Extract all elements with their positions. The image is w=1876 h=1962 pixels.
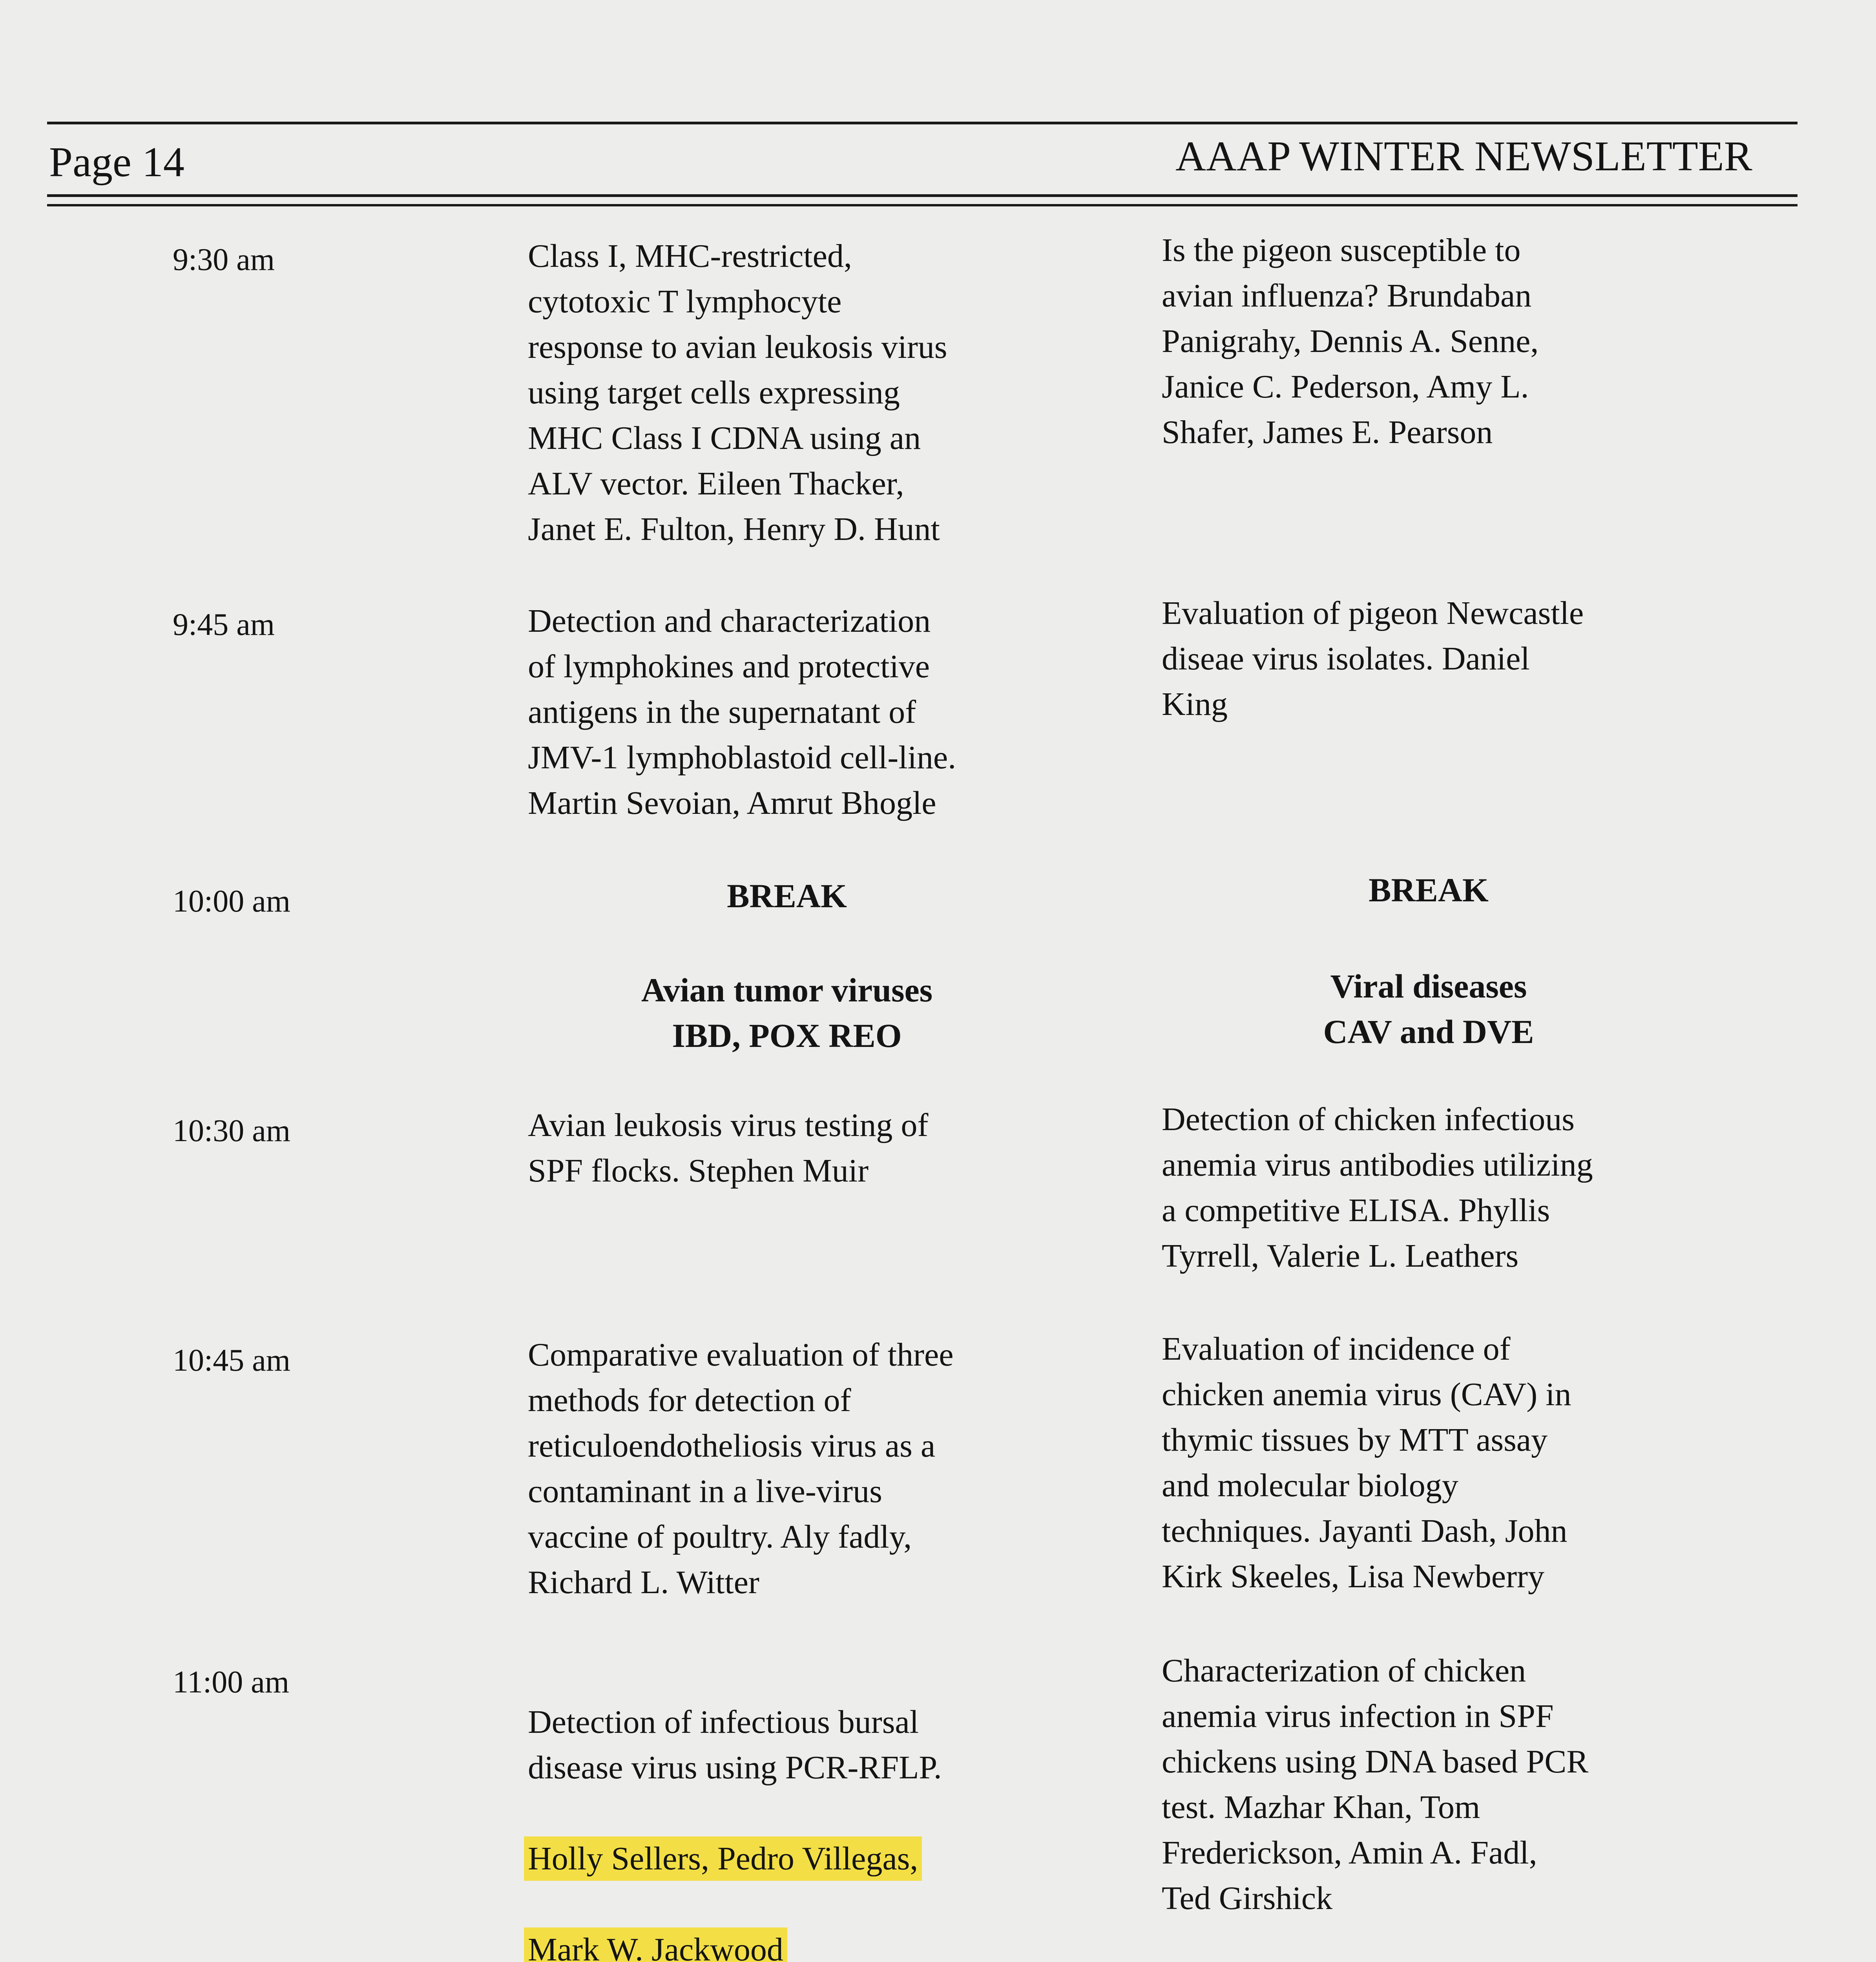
abstract-entry: Detection of chicken infectious anemia virus antibodies utilizing a competitive ELISA. Phyllis Tyrrell, Valerie L. Leathers (1162, 1101, 1593, 1274)
abstract-authors (528, 1836, 1069, 1882)
header-bottom-rule-1 (47, 194, 1798, 197)
abstract-entry: Detection and characterization of lymphokines and protective antigens in the supernatant of JMV-1 lymphoblastoid cell-line. Martin Sevoian, Amrut Bhogle (528, 603, 956, 821)
time-slot: 10:00 am (173, 884, 290, 919)
time-slot: 10:30 am (173, 1114, 290, 1148)
header-bottom-rule-2 (47, 204, 1798, 206)
abstract-entry: Characterization of chicken anemia virus infection in SPF chickens using DNA based PCR test. Mazhar Khan, Tom Frederickson, Amin A. Fadl, Ted Girshick (1162, 1652, 1589, 1916)
abstract-entry: Avian leukosis virus testing of SPF flocks. Stephen Muir (528, 1107, 929, 1189)
session-heading: Viral diseases CAV and DVE (1323, 967, 1534, 1050)
session-heading: Avian tumor viruses IBD, POX REO (641, 971, 933, 1054)
abstract-authors (528, 1927, 1069, 1962)
time-slot: 9:45 am (173, 607, 275, 642)
time-slot: 10:45 am (173, 1343, 290, 1378)
abstract-title: Detection of infectious bursal disease virus using PCR-RFLP. (528, 1704, 942, 1786)
break-heading: BREAK (1369, 871, 1489, 909)
time-slot: 11:00 am (173, 1665, 289, 1699)
abstract-entry: Is the pigeon susceptible to avian influenza? Brundaban Panigrahy, Dennis A. Senne, Janice C. Pederson, Amy L. Shafer, James E. Pearson (1162, 232, 1539, 450)
header-top-rule (47, 122, 1798, 124)
abstract-entry (528, 1654, 1069, 1962)
page-number: Page 14 (49, 139, 184, 186)
newsletter-title: AAAP WINTER NEWSLETTER (1175, 133, 1752, 180)
abstract-entry: Class I, MHC-restricted, cytotoxic T lymphocyte response to avian leukosis virus using target cells expressing MHC Class I CDNA using an ALV vector. Eileen Thacker, Janet E. Fulton, Henry D. Hunt (528, 238, 947, 547)
abstract-entry: Evaluation of pigeon Newcastle diseae virus isolates. Daniel King (1162, 595, 1584, 722)
time-slot: 9:30 am (173, 243, 275, 277)
break-heading: BREAK (727, 877, 847, 915)
abstract-entry: Comparative evaluation of three methods for detection of reticuloendotheliosis virus as a contaminant in a live-virus vaccine of poultry. Aly fadly, Richard L. Witter (528, 1337, 954, 1601)
highlighted-authors: Mark W. Jackwood (528, 1931, 783, 1962)
abstract-entry: Evaluation of incidence of chicken anemia virus (CAV) in thymic tissues by MTT assay and molecular biology techniques. Jayanti Dash, John Kirk Skeeles, Lisa Newberry (1162, 1331, 1571, 1595)
highlighted-authors: Holly Sellers, Pedro Villegas, (528, 1840, 918, 1877)
